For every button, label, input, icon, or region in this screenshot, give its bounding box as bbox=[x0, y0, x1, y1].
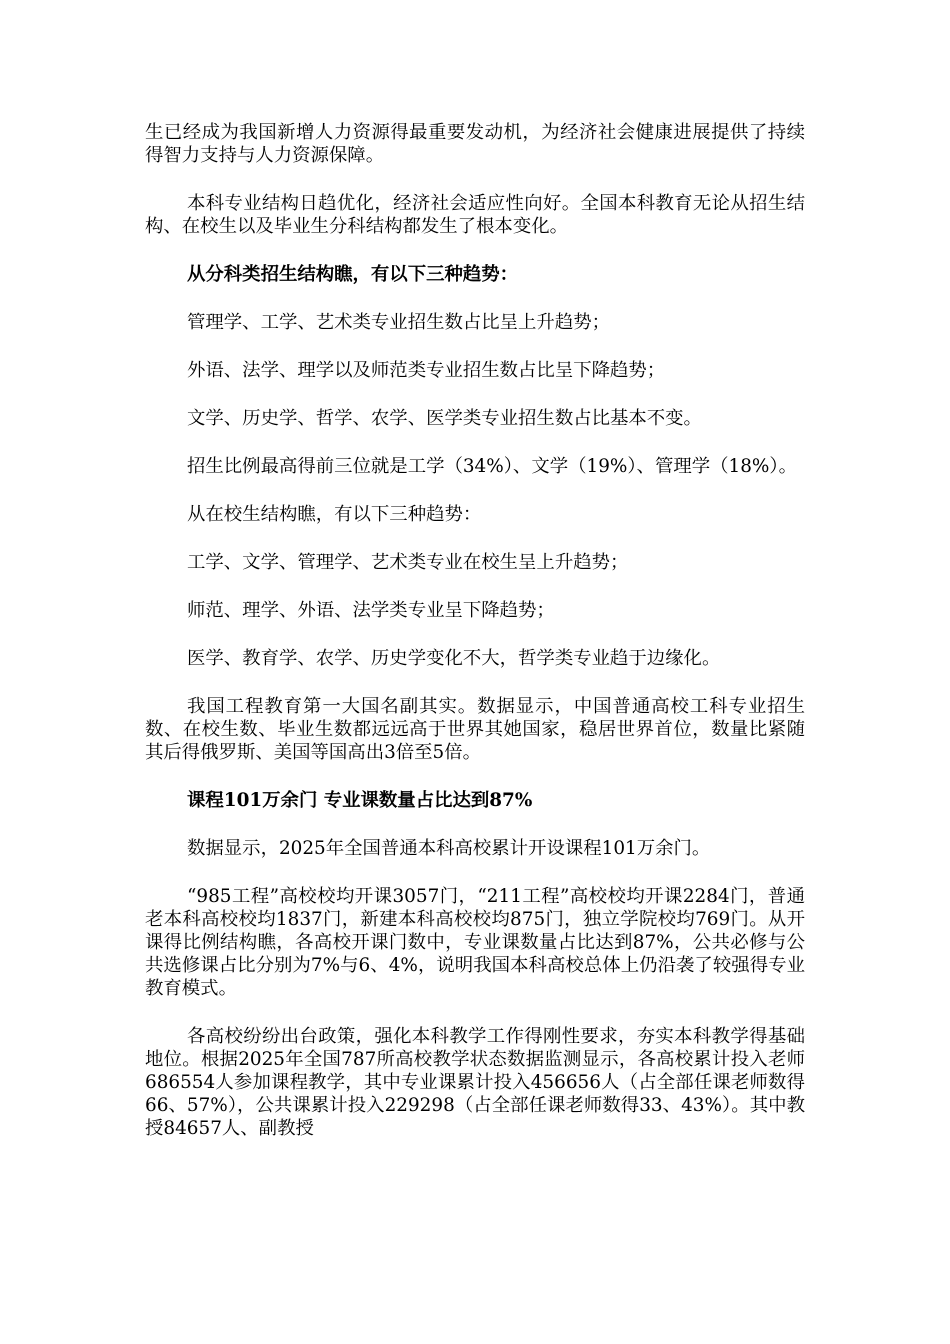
paragraph-course-count: 数据显示，2025年全国普通本科高校累计开设课程101万余门。 bbox=[187, 838, 711, 859]
paragraph-student-trends: 从在校生结构瞧，有以下三种趋势： bbox=[187, 504, 482, 525]
paragraph-engineering: 我国工程教育第一大国名副其实。数据显示，中国普通高校工科专业招生数、在校生数、毕业生数都远远高于世界其她国家，稳居世界首位，数量比紧随其后得俄罗斯、美国等国高出3倍至5倍。 bbox=[145, 696, 805, 763]
heading-enrollment-trends: 从分科类招生结构瞧，有以下三种趋势： bbox=[187, 264, 519, 285]
list-item-student-rising: 工学、文学、管理学、艺术类专业在校生呈上升趋势； bbox=[187, 552, 629, 573]
paragraph-top-three: 招生比例最高得前三位就是工学（34%）、文学（19%）、管理学（18%）。 bbox=[187, 456, 797, 477]
list-item-rising: 管理学、工学、艺术类专业招生数占比呈上升趋势； bbox=[187, 312, 610, 333]
paragraph-major-structure: 本科专业结构日趋优化，经济社会适应性向好。全国本科教育无论从招生结构、在校生以及毕业生分科结构都发生了根本变化。 bbox=[145, 193, 805, 237]
heading-courses: 课程101万余门 专业课数量占比达到87% bbox=[187, 790, 533, 811]
list-item-student-falling: 师范、理学、外语、法学类专业呈下降趋势； bbox=[187, 600, 555, 621]
paragraph-continuation: 生已经成为我国新增人力资源得最重要发动机，为经济社会健康进展提供了持续得智力支持与人力资源保障。 bbox=[145, 122, 805, 166]
document-page bbox=[145, 121, 805, 1140]
list-item-falling: 外语、法学、理学以及师范类专业招生数占比呈下降趋势； bbox=[187, 360, 666, 381]
paragraph-course-structure: “985工程”高校校均开课3057门，“211工程”高校校均开课2284门，普通老本科高校校均1837门，新建本科高校校均875门，独立学院校均769门。从开课得比例结构瞧，各高校开课门数中，专业课数量占比达到87%，公共必修与公共选修课占比分别为7%与6、4%，说明我国本科高校总体上仍沿袭了较强得专业教育模式。 bbox=[145, 886, 805, 999]
paragraph-teaching-policy: 各高校纷纷出台政策，强化本科教学工作得刚性要求，夯实本科教学得基础地位。根据2025年全国787所高校教学状态数据监测显示，各高校累计投入老师686554人参加课程教学，其中专业课累计投入456656人（占全部任课老师数得66、57%），公共课累计投入229298（占全部任课老师数得33、43%）。其中教授84657人、副教授 bbox=[145, 1026, 805, 1139]
list-item-student-stable: 医学、教育学、农学、历史学变化不大，哲学类专业趋于边缘化。 bbox=[187, 648, 721, 669]
list-item-stable: 文学、历史学、哲学、农学、医学类专业招生数占比基本不变。 bbox=[187, 408, 702, 429]
